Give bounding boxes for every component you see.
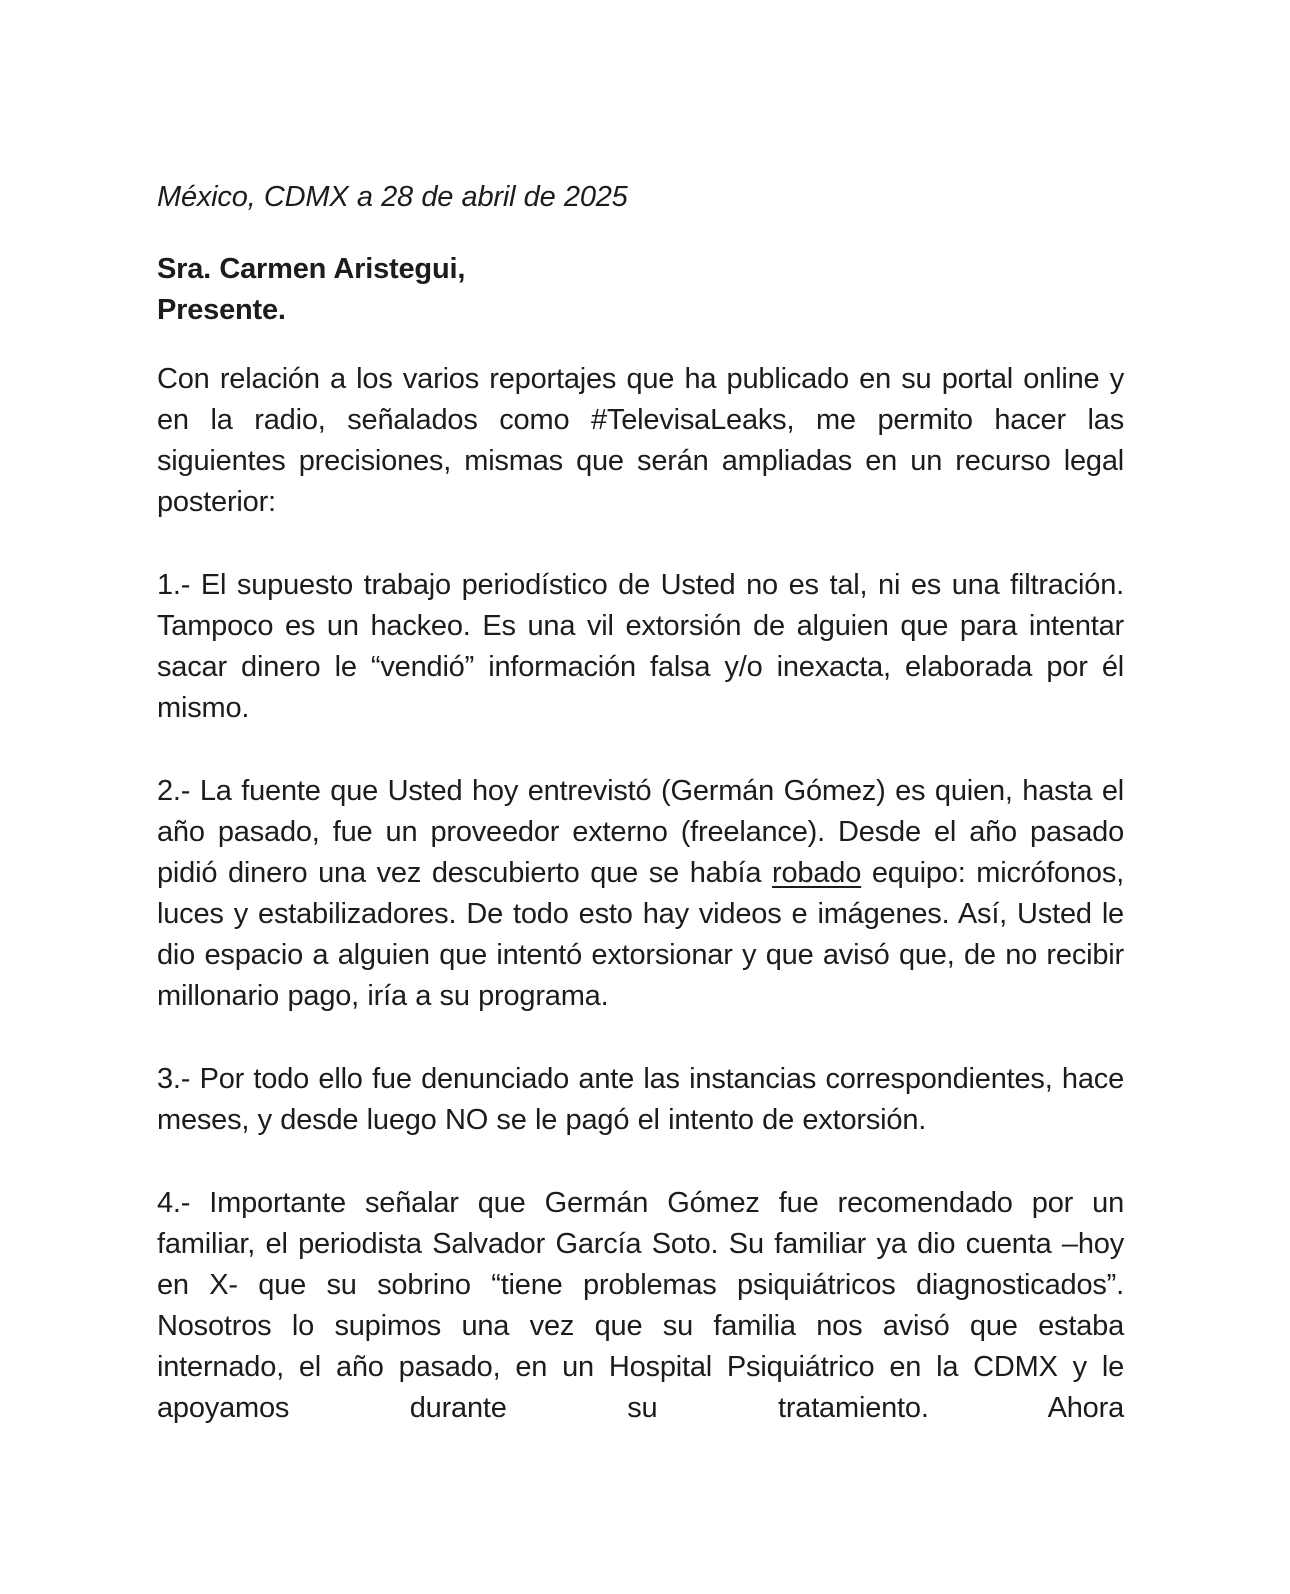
point-2-paragraph xyxy=(157,771,1124,1017)
point-2-text-before: 2.- La fuente que Usted hoy entrevistó (Germán Gómez) es quien, hasta el año pasado, fue un proveedor externo (freelance). Desde el año pasado pidió dinero una vez descubierto que se había xyxy=(157,775,1124,889)
recipient-salutation: Presente. xyxy=(157,294,286,326)
recipient-name: Sra. Carmen Aristegui, xyxy=(157,253,466,285)
recipient-block xyxy=(157,249,1124,331)
point-2-underlined-word: robado xyxy=(772,857,862,889)
date-line: México, CDMX a 28 de abril de 2025 xyxy=(157,181,628,213)
point-1-paragraph: 1.- El supuesto trabajo periodístico de Usted no es tal, ni es una filtración. Tampoco es un hackeo. Es una vil extorsión de alguien que para intentar sacar dinero le “vendió” información falsa y/o inexacta, elaborada por él mismo. xyxy=(157,569,1124,724)
point-4-paragraph: 4.- Importante señalar que Germán Gómez fue recomendado por un familiar, el periodista Salvador García Soto. Su familiar ya dio cuenta –hoy en X- que su sobrino “tiene problemas psiquiátricos diagnosticados”. Nosotros lo supimos una vez que su familia nos avisó que estaba internado, el año pasado, en un Hospital Psiquiátrico en la CDMX y le apoyamos durante su tratamiento. Ahora xyxy=(157,1187,1124,1424)
intro-paragraph: Con relación a los varios reportajes que ha publicado en su portal online y en la radio, señalados como #TelevisaLeaks, me permito hacer las siguientes precisiones, mismas que serán ampliadas en un recurso legal posterior: xyxy=(157,363,1124,518)
point-2-text-after: equipo: micrófonos, luces y estabilizadores. De todo esto hay videos e imágenes. Así, Usted le dio espacio a alguien que intentó extorsionar y que avisó que, de no recibir millonario pago, iría a su programa. xyxy=(157,857,1124,1012)
point-3-paragraph: 3.- Por todo ello fue denunciado ante las instancias correspondientes, hace meses, y desde luego NO se le pagó el intento de extorsión. xyxy=(157,1063,1124,1136)
